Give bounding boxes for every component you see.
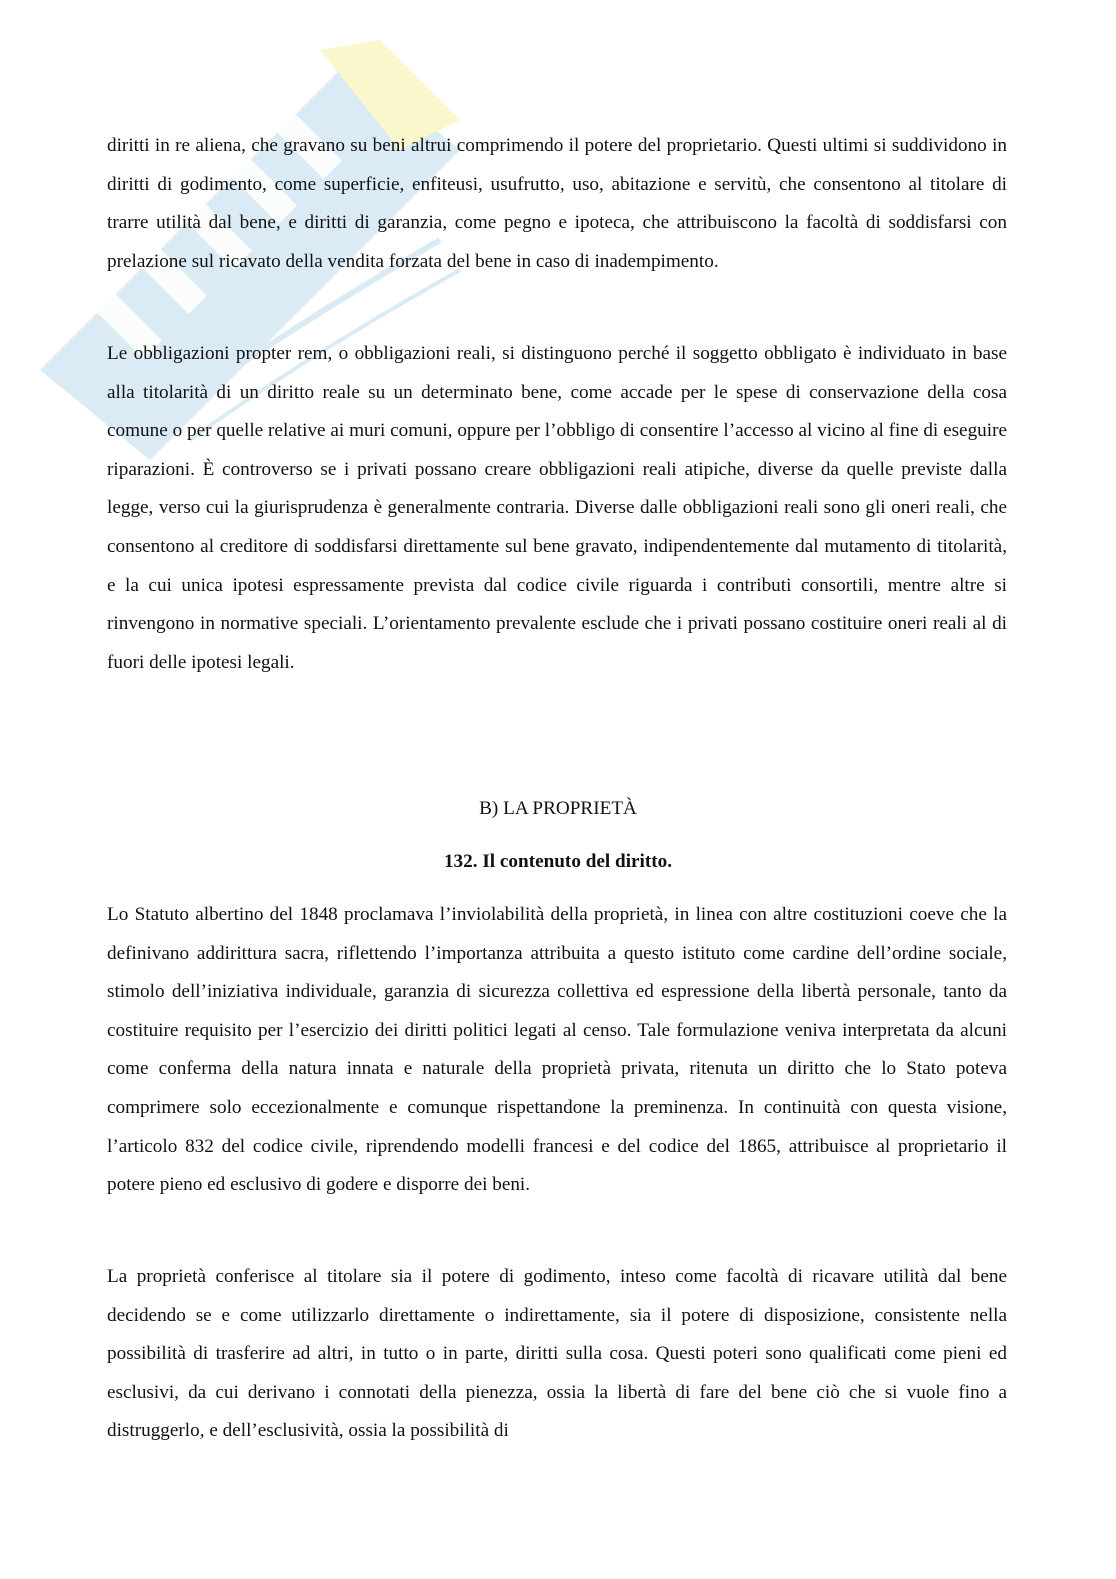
paragraph-poteri-proprieta: [107, 1258, 1007, 1451]
section-heading: B) LA PROPRIETÀ: [479, 798, 637, 819]
paragraph-text: diritti in re aliena, che gravano su beni altrui comprimendo il potere del proprietario. Questi ultimi si suddividono in diritti di godimento, come superficie, enfiteusi, usufrutto, uso, abitazione e servitù, che consentono al titolare di trarre utilità dal bene, e diritti di garanzia, come pegno e ipoteca, che attribuiscono la facoltà di soddisfarsi con prelazione sul ricavato della vendita forzata del bene in caso di inadempimento.: [107, 135, 1007, 272]
paragraph-text: La proprietà conferisce al titolare sia il potere di godimento, inteso come facoltà di ricavare utilità dal bene decidendo se e come utilizzarlo direttamente o indirettamente, sia il potere di disposizione, consistente nella possibilità di trasferire ad altri, in tutto o in parte, diritti sulla cosa. Questi poteri sono qualificati come pieni ed esclusivi, da cui derivano i connotati della pienezza, ossia la libertà di fare del bene ciò che si vuole fino a distruggerlo, e dell’esclusività, ossia la possibilità di: [107, 1266, 1007, 1442]
paragraph-text: Le obbligazioni propter rem, o obbligazioni reali, si distinguono perché il soggetto obbligato è individuato in base alla titolarità di un diritto reale su un determinato bene, come accade per le spese di conservazione della cosa comune o per quelle relative ai muri comuni, oppure per l’obbligo di consentire l’accesso al vicino al fine di eseguire riparazioni. È controverso se i privati possano creare obbligazioni reali atipiche, diverse da quelle previste dalla legge, verso cui la giurisprudenza è generalmente contraria. Diverse dalle obbligazioni reali sono gli oneri reali, che consentono al creditore di soddisfarsi direttamente sul bene gravato, indipendentemente dal mutamento di titolarità, e la cui unica ipotesi espressamente prevista dal codice civile riguarda i contributi consortili, mentre altre si rinvengono in normative speciali. L’orientamento prevalente esclude che i privati possano costituire oneri reali al di fuori delle ipotesi legali.: [107, 343, 1007, 673]
paragraph-statuto-albertino: [107, 896, 1007, 1205]
paragraph-diritti-in-re-aliena: [107, 127, 1007, 281]
paragraph-text: Lo Statuto albertino del 1848 proclamava l’inviolabilità della proprietà, in linea con altre costituzioni coeve che la definivano addirittura sacra, riflettendo l’importanza attribuita a questo istituto come cardine dell’ordine sociale, stimolo dell’iniziativa individuale, garanzia di sicurezza collettiva ed espressione della libertà personale, tanto da costituire requisito per l’esercizio dei diritti politici legati al censo. Tale formulazione veniva interpretata da alcuni come conferma della natura innata e naturale della proprietà privata, ritenuta un diritto che lo Stato poteva comprimere solo eccezionalmente e comunque rispettandone la preminenza. In continuità con questa visione, l’articolo 832 del codice civile, riprendendo modelli francesi e del codice del 1865, attribuisce al proprietario il potere pieno ed esclusivo di godere e disporre dei beni.: [107, 904, 1007, 1196]
subsection-heading: 132. Il contenuto del diritto.: [443, 851, 673, 872]
paragraph-obbligazioni-propter-rem: [107, 335, 1007, 682]
